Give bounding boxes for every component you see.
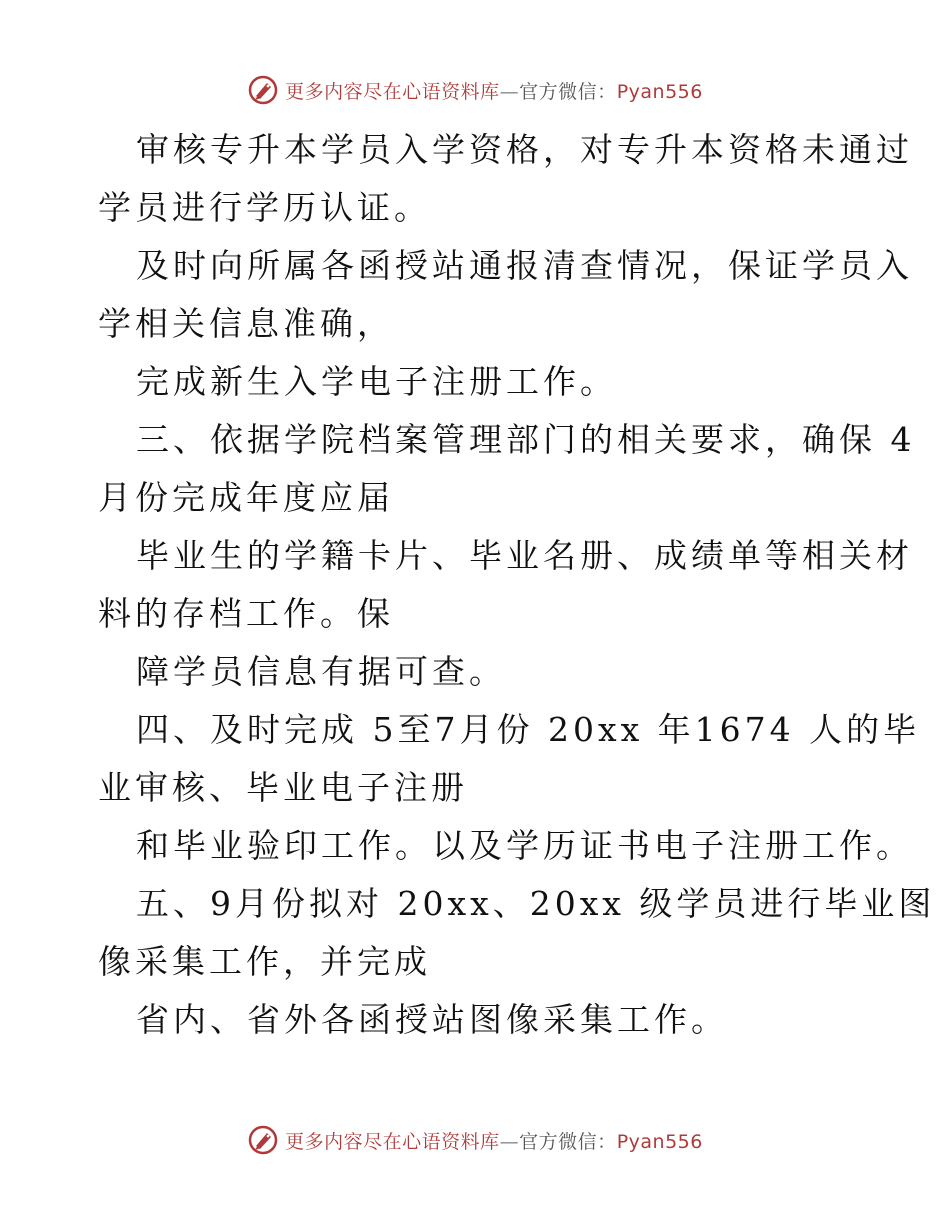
banner-wechat-label: 官方微信：: [519, 80, 617, 103]
paragraph-line: 及时向所属各函授站通报清查情况，保证学员入: [136, 246, 913, 285]
footer-banner: [0, 1120, 950, 1160]
banner-main-text: 更多内容尽在心语资料库: [285, 80, 500, 103]
banner-wechat-id: Pyan556: [616, 1130, 703, 1153]
paragraph-line: 障学员信息有据可查。: [136, 652, 506, 691]
banner-wechat-label: 官方微信：: [519, 1130, 617, 1153]
banner-dash: —: [499, 80, 520, 103]
pen-nib-logo-icon: [247, 74, 279, 106]
banner-text: [285, 77, 703, 104]
paragraph-line: 和毕业验印工作。以及学历证书电子注册工作。: [136, 826, 913, 865]
pen-nib-logo-icon: [247, 1124, 279, 1156]
paragraph-line: 业审核、毕业电子注册: [98, 768, 468, 807]
paragraph-line: 学相关信息准确，: [98, 304, 394, 343]
paragraph-line: 毕业生的学籍卡片、毕业名册、成绩单等相关材: [136, 536, 913, 575]
header-banner: [0, 70, 950, 110]
paragraph-line: 省内、省外各函授站图像采集工作。: [136, 1000, 728, 1039]
paragraph-line: 学员进行学历认证。: [98, 188, 431, 227]
paragraph-line: 审核专升本学员入学资格，对专升本资格未通过: [136, 130, 913, 169]
paragraph-line: 月份完成年度应届: [98, 478, 394, 517]
paragraph-line: 像采集工作，并完成: [98, 942, 431, 981]
paragraph-line: 料的存档工作。保: [98, 594, 394, 633]
paragraph-line: 五、9月份拟对 20xx、20xx 级学员进行毕业图: [136, 884, 936, 923]
paragraph-line: 三、依据学院档案管理部门的相关要求，确保 4: [136, 420, 916, 459]
banner-wechat-id: Pyan556: [616, 80, 703, 103]
banner-dash: —: [499, 1130, 520, 1153]
paragraph-line: 四、及时完成 5至7月份 20xx 年1674 人的毕: [136, 710, 921, 749]
banner-text: [285, 1127, 703, 1154]
banner-main-text: 更多内容尽在心语资料库: [285, 1130, 500, 1153]
paragraph-line: 完成新生入学电子注册工作。: [136, 362, 617, 401]
